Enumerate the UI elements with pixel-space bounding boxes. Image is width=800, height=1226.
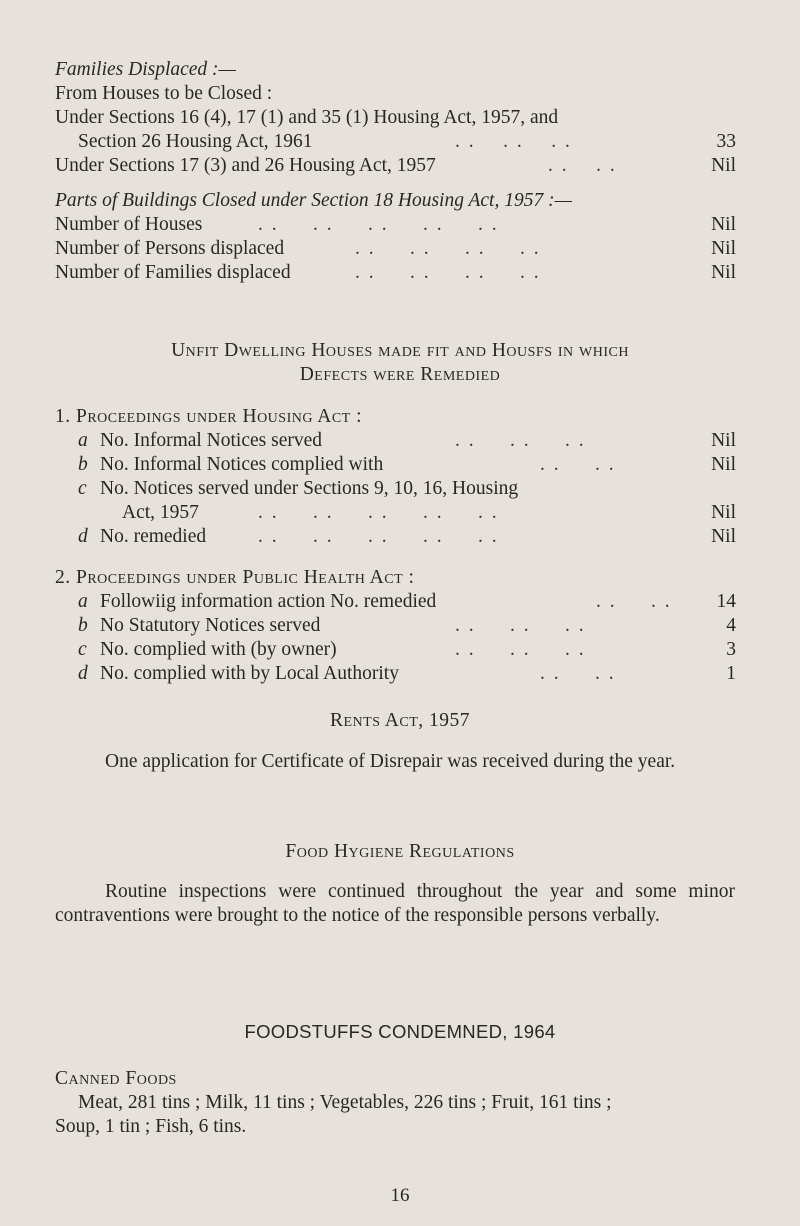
- parts-row-label: Number of Persons displaced: [55, 238, 285, 259]
- item-label: Followiig information action No. remedied: [100, 591, 437, 612]
- leader-dots: . . . .: [596, 591, 672, 612]
- foodstuffs-line2-text: Soup, 1 tin ; Fish, 6 tins.: [55, 1116, 247, 1137]
- foodstuffs-line1-text: Meat, 281 tins ; Milk, 11 tins ; Vegetables, 226 tins ; Fruit, 161 tins ;: [78, 1092, 612, 1113]
- parts-heading: Parts of Buildings Closed under Section 18 Housing Act, 1957 :—: [55, 190, 572, 211]
- item-label: No. remedied: [100, 526, 207, 547]
- leader-dots: . . . . . . . .: [355, 262, 541, 283]
- item-letter: b: [78, 615, 88, 636]
- item-letter: a: [78, 430, 88, 451]
- item-letter: c: [78, 478, 87, 499]
- leader-dots: . . . . . .: [455, 131, 572, 152]
- health-heading: 2. Proceedings under Public Health Act :: [55, 567, 415, 588]
- item-letter: a: [78, 591, 88, 612]
- food-title: Food Hygiene Regulations: [285, 841, 515, 862]
- families-line2-text: Under Sections 17 (3) and 26 Housing Act, 1957: [55, 155, 436, 176]
- food-body: Routine inspections were continued throughout the year and some minor contraventions were brought to the notice of the responsible persons verbally.: [55, 881, 735, 926]
- rents-body: One application for Certificate of Disrepair was received during the year.: [105, 751, 676, 772]
- rents-title: Rents Act, 1957: [329, 710, 471, 731]
- parts-row-value: Nil: [711, 214, 736, 235]
- item-label: No. complied with (by owner): [100, 639, 337, 660]
- leader-dots: . . . . . . . . . .: [258, 502, 499, 523]
- leader-dots: . . . .: [540, 663, 616, 684]
- item-label: No. Informal Notices complied with: [100, 454, 384, 475]
- leader-dots: . . . . . .: [455, 615, 586, 636]
- item-label: No. Notices served under Sections 9, 10, 16, Housing: [100, 478, 519, 499]
- housing-heading: 1. Proceedings under Housing Act :: [55, 406, 363, 427]
- item-value: 14: [716, 591, 736, 612]
- leader-dots: . . . . . . . . . .: [258, 526, 499, 547]
- item-label: No Statutory Notices served: [100, 615, 321, 636]
- item-value: 3: [726, 639, 736, 660]
- families-heading: Families Displaced :—: [55, 59, 236, 80]
- leader-dots: . . . .: [540, 454, 616, 475]
- leader-dots: . . . . . .: [455, 639, 586, 660]
- item-value: Nil: [711, 454, 736, 475]
- item-value: 4: [726, 615, 736, 636]
- parts-row-label: Number of Families displaced: [55, 262, 291, 283]
- families-line1a-text: Under Sections 16 (4), 17 (1) and 35 (1) Housing Act, 1957, and: [55, 107, 559, 128]
- item-value: 1: [726, 663, 736, 684]
- page-number: 16: [390, 1185, 410, 1206]
- item-label: Act, 1957: [122, 502, 199, 523]
- unfit-title-2: Defects were Remedied: [299, 364, 501, 385]
- families-intro: From Houses to be Closed :: [55, 83, 273, 104]
- leader-dots: . . . . . . . .: [355, 238, 541, 259]
- item-letter: c: [78, 639, 87, 660]
- families-value1: 33: [716, 131, 736, 152]
- families-line1b-text: Section 26 Housing Act, 1961: [78, 131, 313, 152]
- leader-dots: . . . .: [548, 155, 617, 176]
- leader-dots: . . . . . .: [455, 430, 586, 451]
- parts-row-value: Nil: [711, 238, 736, 259]
- item-value: Nil: [711, 430, 736, 451]
- parts-row-value: Nil: [711, 262, 736, 283]
- item-letter: b: [78, 454, 88, 475]
- leader-dots: . . . . . . . . . .: [258, 214, 499, 235]
- item-letter: d: [78, 663, 88, 684]
- item-label: No. complied with by Local Authority: [100, 663, 399, 684]
- unfit-title-1: Unfit Dwelling Houses made fit and Housfs in which: [171, 340, 629, 361]
- item-value: Nil: [711, 526, 736, 547]
- item-letter: d: [78, 526, 88, 547]
- item-label: No. Informal Notices served: [100, 430, 323, 451]
- item-value: Nil: [711, 502, 736, 523]
- foodstuffs-title: FOODSTUFFS CONDEMNED, 1964: [244, 1021, 556, 1042]
- canned-foods-heading: Canned Foods: [55, 1068, 177, 1089]
- families-value2: Nil: [711, 155, 736, 176]
- parts-row-label: Number of Houses: [55, 214, 203, 235]
